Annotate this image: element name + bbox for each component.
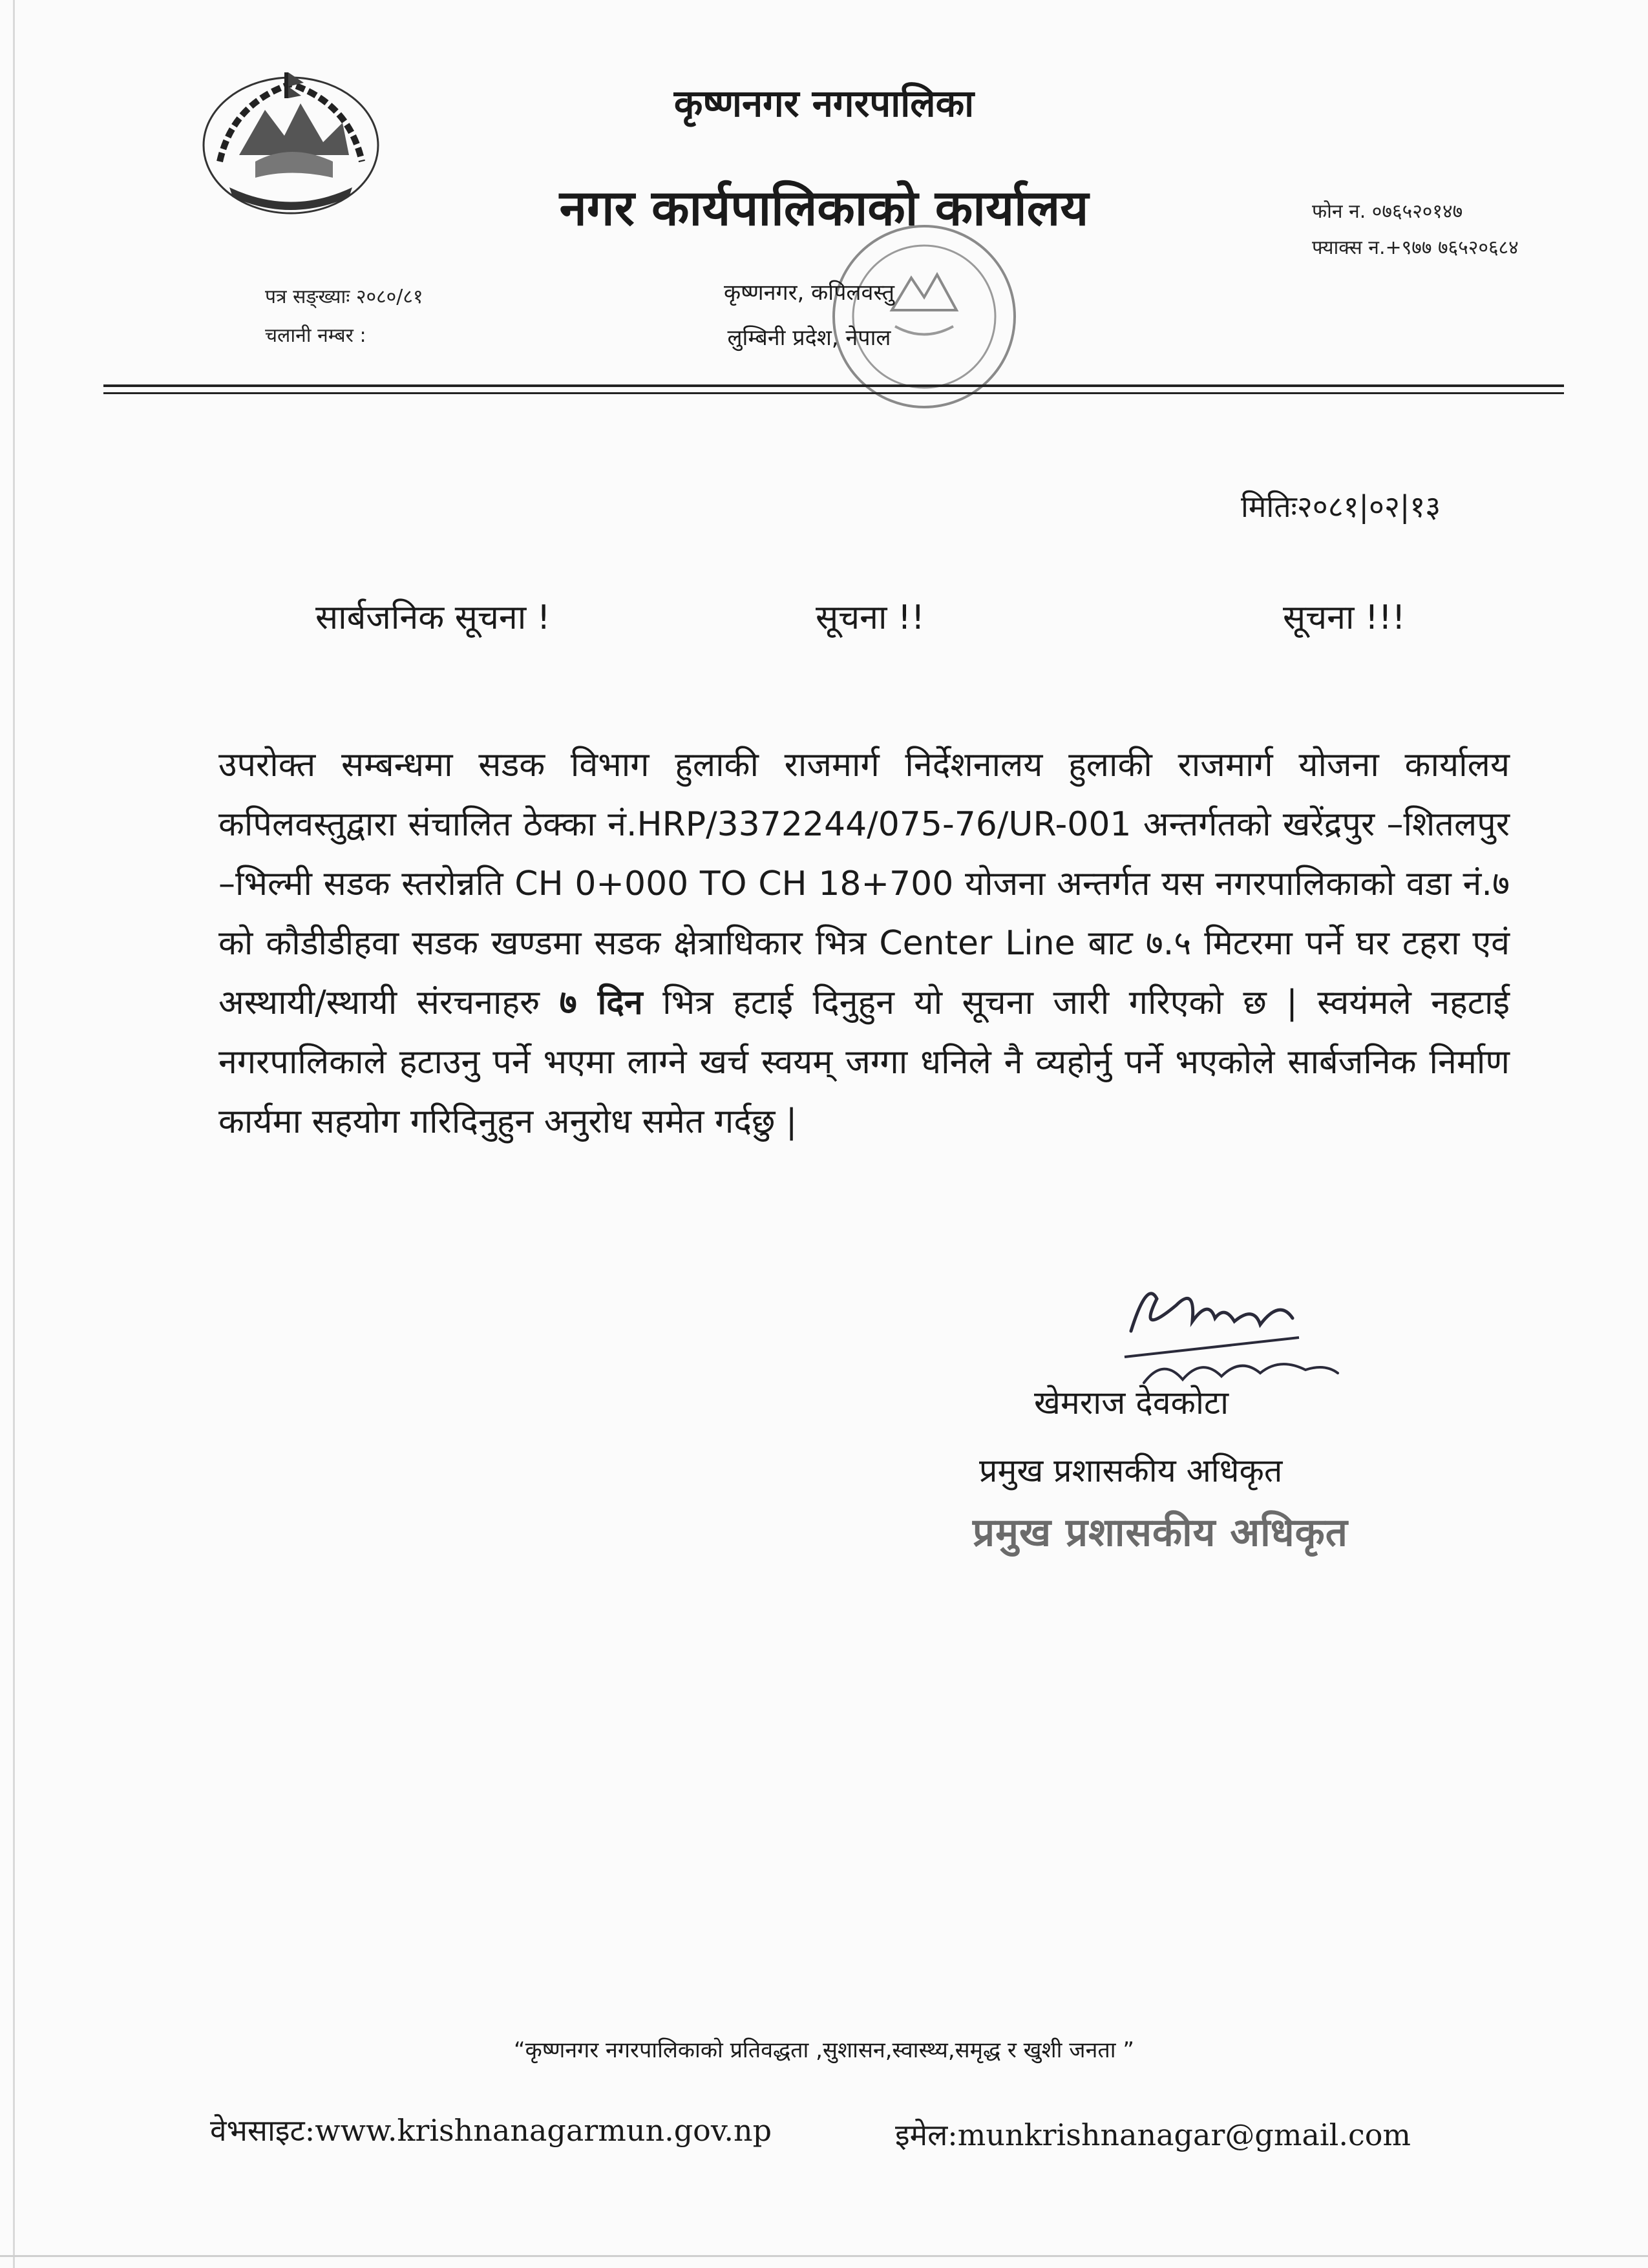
notice-body [218, 735, 1510, 1151]
notice-heading-public: सार्बजनिक सूचना ! [315, 598, 551, 637]
municipality-motto: “कृष्णनगर नगरपालिकाको प्रतिवद्धता ,सुशासन,स्वास्थ्य,समृद्ध र खुशी जनता ” [514, 2037, 1134, 2063]
body-text-deadline: ७ दिन [559, 983, 643, 1022]
email-link[interactable]: इमेल:munkrishnanagar@gmail.com [895, 2117, 1411, 2152]
header-divider [103, 384, 1564, 387]
fax-number: फ्याक्स न.+९७७ ७६५२०६८४ [1312, 236, 1519, 259]
dispatch-number: चलानी नम्बर : [265, 324, 366, 347]
address-line-1: कृष्णनगर, कपिलवस्तु [724, 280, 894, 306]
phone-number: फोन न. ०७६५२०१४७ [1312, 200, 1463, 223]
contact-block [1312, 194, 1519, 266]
signer-name: खेमराज देवकोटा [1034, 1384, 1229, 1422]
paper-edge-bottom [0, 2255, 1648, 2257]
letter-date: मितिः२०८१|०२|१३ [1241, 489, 1441, 524]
letter-number: पत्र सङ्ख्याः २०८०/८१ [265, 286, 423, 308]
signer-designation: प्रमुख प्रशासकीय अधिकृत [979, 1452, 1283, 1489]
office-address [724, 270, 894, 361]
notice-heading-second: सूचना !! [816, 598, 925, 637]
municipality-name: कृष्णनगर नगरपालिका [673, 81, 975, 125]
header-divider-secondary [103, 392, 1564, 394]
body-text-part2: भित्र हटाई दिनुहुन यो सूचना जारी गरिएको छ | स्वयंमले नहटाई नगरपालिकाले हटाउनु पर्ने भएमा लाग्ने खर्च स्वयम् जग्गा धनिले नै व्यहोर्नु पर्ने भएकोले सार्बजनिक निर्माण कार्यमा सहयोग गरिदिनुहुन अनुरोध समेत गर्दछु | [218, 983, 1510, 1141]
reference-block [265, 278, 423, 355]
website-link[interactable]: वेभसाइट:www.krishnanagarmun.gov.np [210, 2113, 772, 2148]
paper-edge [13, 0, 15, 2268]
address-line-2: लुम्बिनी प्रदेश, नेपाल [727, 325, 891, 351]
notice-heading-third: सूचना !!! [1283, 598, 1406, 637]
office-title: नगर कार्यपालिकाको कार्यालय [559, 179, 1089, 236]
designation-stamp: प्रमुख प्रशासकीय अधिकृत [973, 1510, 1348, 1555]
body-text-part1: उपरोक्त सम्बन्धमा सडक विभाग हुलाकी राजमार्ग निर्देशनालय हुलाकी राजमार्ग योजना कार्यालय कपिलवस्तुद्वारा संचालित ठेक्का नं.HRP/3372244/075-76/UR-001 अन्तर्गतको खरेंद्रपुर –शितलपुर –भिल्मी सडक स्तरोन्नति CH 0+000 TO CH 18+700 योजना अन्तर्गत यस नगरपालिकाको वडा नं.७ को कौडीडीहवा सडक खण्डमा सडक क्षेत्राधिकार भित्र Center Line बाट ७.५ मिटरमा पर्ने घर टहरा एवं अस्थायी/स्थायी संरचनाहरु [218, 746, 1510, 1022]
